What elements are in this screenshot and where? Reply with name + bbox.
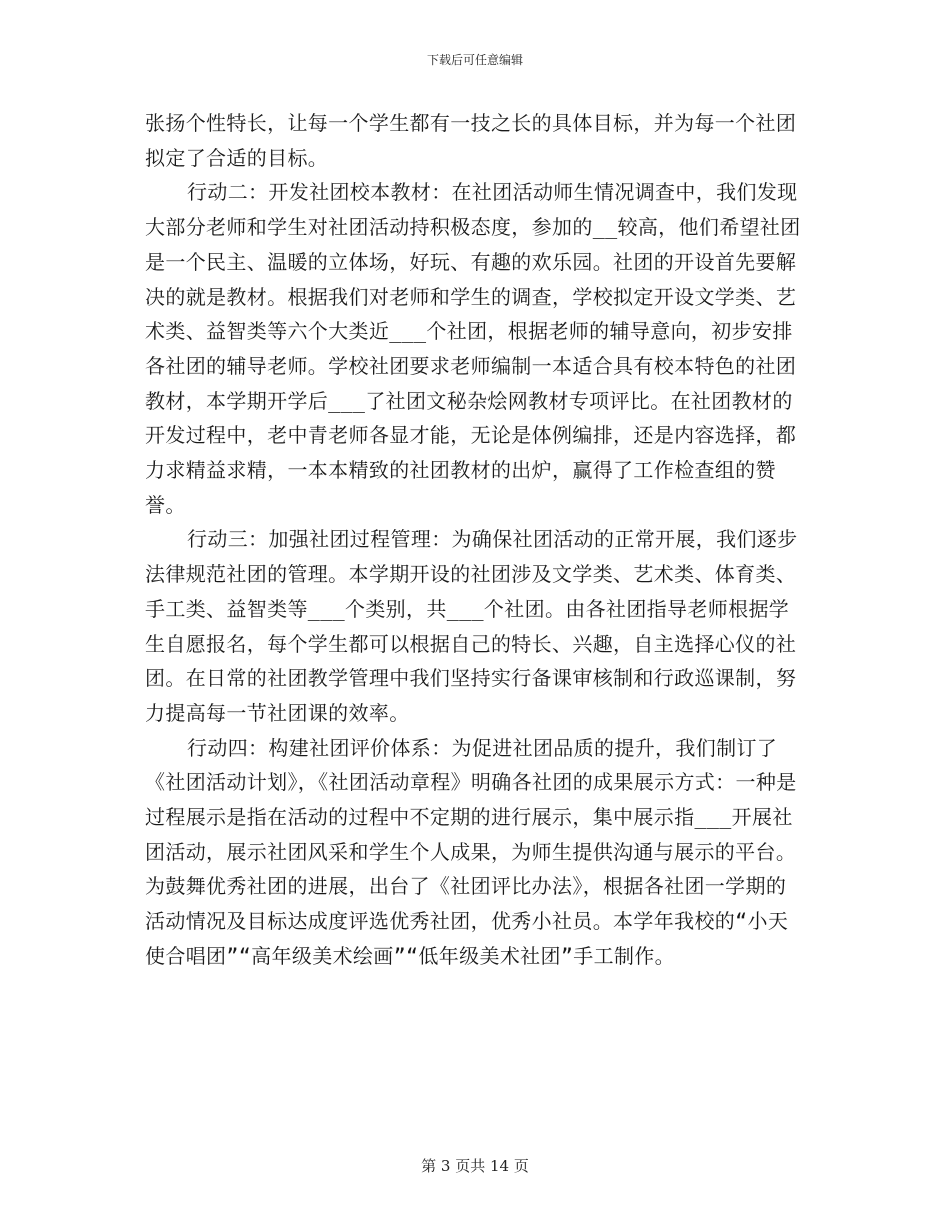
page-number-footer: 第 3 页共 14 页 xyxy=(421,1157,529,1175)
paragraph-continuation: 张扬个性特长，让每一个学生都有一技之长的具体目标，并为每一个社团拟定了合适的目标。 xyxy=(145,111,797,170)
paragraph-action-three: 行动三：加强社团过程管理：为确保社团活动的正常开展，我们逐步法律规范社团的管理。本学期开设的社团涉及文学类、艺术类、体育类、手工类、益智类等___个类别，共___个社团。由各社团指导老师根据学生自愿报名，每个学生都可以根据自己的特长、兴趣，自主选择心仪的社团。在日常的社团教学管理中我们坚持实行备课审核制和行政巡课制，努力提高每一节社团课的效率。 xyxy=(145,527,798,725)
paragraph-action-four: 行动四：构建社团评价体系：为促进社团品质的提升，我们制订了《社团活动计划》，《社团活动章程》明确各社团的成果展示方式：一种是过程展示是指在活动的过程中不定期的进行展示，集中展示指___开展社团活动，展示社团风采和学生个人成果，为师生提供沟通与展示的平台。为鼓舞优秀社团的进展，出台了《社团评比办法》，根据各社团一学期的活动情况及目标达成度评选优秀社团，优秀小社员。本学年我校的“小天使合唱团”“高年级美术绘画”“低年级美术社团”手工制作。 xyxy=(145,735,797,968)
document-body xyxy=(145,106,805,974)
page-header: 下载后可任意编辑 xyxy=(426,53,523,67)
paragraph-action-two: 行动二：开发社团校本教材：在社团活动师生情况调查中，我们发现大部分老师和学生对社团活动持积极态度，参加的__较高，他们希望社团是一个民主、温暖的立体场，好玩、有趣的欢乐园。社团的开设首先要解决的就是教材。根据我们对老师和学生的调查，学校拟定开设文学类、艺术类、益智类等六个大类近___个社团，根据老师的辅导意向，初步安排各社团的辅导老师。学校社团要求老师编制一本适合具有校本特色的社团教材，本学期开学后___了社团文秘杂烩网教材专项评比。在社团教材的开发过程中，老中青老师各显才能，无论是体例编排，还是内容选择，都力求精益求精，一本本精致的社团教材的出炉，赢得了工作检查组的赞誉。 xyxy=(145,180,801,517)
